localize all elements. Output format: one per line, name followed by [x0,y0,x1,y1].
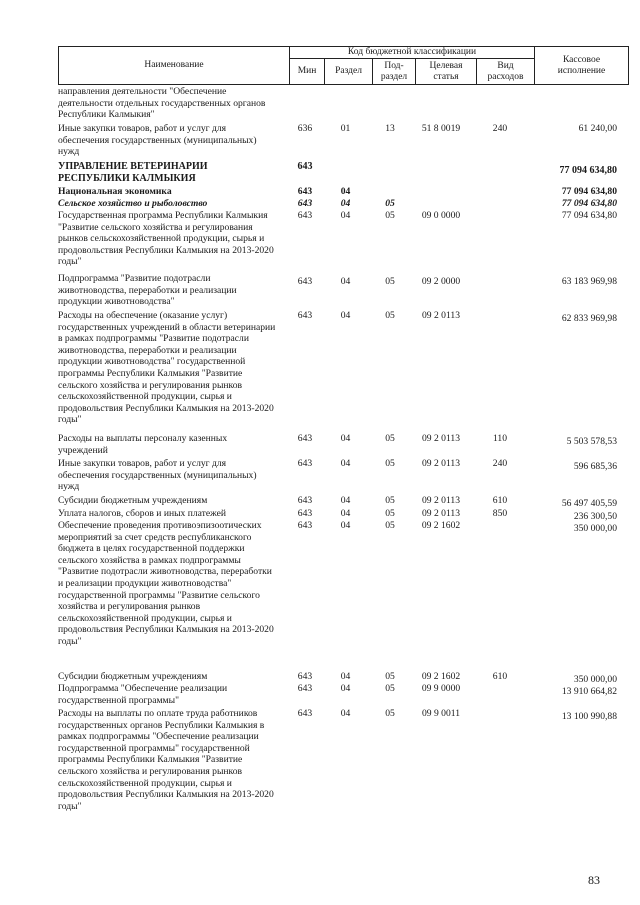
row-name: Государственная программа Республики Калмыкия "Развитие сельского хозяйства и регулирования рынков сельскохозяйственной продукции, сырья и продовольствия Республики Калмыкия на 2013-2020 годы" [58,210,274,268]
row-min: 643 [297,671,313,682]
row-podrazdel: 13 [385,123,395,134]
row-razdel: 04 [340,458,351,469]
row-podrazdel: 05 [385,520,395,531]
row-amount: 56 497 405,59 [561,498,617,509]
row-podrazdel: 05 [385,708,395,719]
row-vid: 610 [492,671,508,682]
page-number: 83 [588,873,600,887]
row-min: 643 [297,210,313,221]
row-podrazdel: 05 [385,683,395,694]
row-podrazdel: 05 [385,671,395,682]
row-name: Национальная экономика [58,186,172,197]
row-name: Иные закупки товаров, работ и услуг для обеспечения государственных (муниципальных) нужд [58,123,257,158]
row-name: Расходы на выплаты персоналу казенных учреждений [58,433,228,456]
row-razdel: 04 [340,495,351,506]
row-amount: 63 183 969,98 [561,276,617,287]
header-celevaya: Целевая статья [416,59,477,85]
row-podrazdel: 05 [385,495,395,506]
row-amount: 77 094 634,80 [561,210,617,221]
header-min: Мин [290,59,325,85]
row-min: 643 [297,520,313,531]
row-min: 643 [297,458,313,469]
row-name: Иные закупки товаров, работ и услуг для обеспечения государственных (муниципальных) нужд [58,458,257,493]
row-amount: 350 000,00 [573,674,617,685]
row-name: Субсидии бюджетным учреждениям [58,495,208,506]
row-name: Обеспечение проведения противоэпизоотических мероприятий за счет средств республиканского бюджета в целях государственной поддержки сельского хозяйства в рамках подпрограммы "Развитие подотрасли животноводства, переработки и реализации продукции животноводства" государственной программы "Развитие сельского хозяйства и регулирования рынков сельскохозяйственной продукции, сырья и продовольствия Республики Калмыкия на 2013-2020 годы" [58,520,274,647]
row-razdel: 04 [340,210,351,221]
row-razdel: 04 [340,520,351,531]
row-min: 643 [297,683,313,694]
row-min: 643 [297,310,313,321]
row-name: Сельское хозяйство и рыболовство [58,198,208,209]
row-razdel: 04 [340,433,351,444]
row-celevaya: 51 8 0019 [421,123,461,134]
row-razdel: 01 [340,123,351,134]
header-code-group: Код бюджетной классификации [290,47,535,59]
row-celevaya: 09 2 0113 [421,433,461,444]
row-min: 643 [297,186,313,197]
row-amount: 13 100 990,88 [561,711,617,722]
row-amount: 236 300,50 [573,511,617,522]
header-razdel: Раздел [325,59,373,85]
row-celevaya: 09 2 1602 [421,520,461,531]
row-vid: 240 [492,123,508,134]
row-name: направления деятельности "Обеспечение деятельности отдельных государственных органов Республики Калмыкия" [58,86,266,121]
row-name: Подпрограмма "Развитие подотрасли животноводства, переработки и реализации продукции животноводства" [58,273,237,308]
row-razdel: 04 [340,276,351,287]
row-celevaya: 09 2 0113 [421,508,461,519]
row-min: 643 [297,433,313,444]
row-celevaya: 09 2 0113 [421,495,461,506]
row-podrazdel: 05 [385,310,395,321]
row-min: 643 [297,508,313,519]
row-podrazdel: 05 [385,433,395,444]
row-amount: 62 833 969,98 [561,313,617,324]
row-celevaya: 09 2 0000 [421,276,461,287]
row-amount: 596 685,36 [573,461,617,472]
row-name: Расходы на выплаты по оплате труда работников государственных органов Республики Калмыкия в рамках подпрограммы "Обеспечение реализации государственной программы" государственной программы Республики Калмыкия "Развитие сельского хозяйства и регулирования рынков сельскохозяйственной продукции, сырья и продовольствия Республики Калмыкия на 2013-2020 годы" [58,708,274,812]
row-amount: 350 000,00 [573,523,617,534]
row-amount: 5 503 578,53 [566,436,617,447]
header-vid: Вид расходов [477,59,535,85]
row-amount: 13 910 664,82 [561,686,617,697]
row-amount: 61 240,00 [578,123,617,134]
row-name: Субсидии бюджетным учреждениям [58,671,208,682]
row-vid: 850 [492,508,508,519]
row-celevaya: 09 9 0000 [421,683,461,694]
row-name: Уплата налогов, сборов и иных платежей [58,508,227,519]
row-celevaya: 09 2 0113 [421,458,461,469]
row-celevaya: 09 2 1602 [421,671,461,682]
row-podrazdel: 05 [385,276,395,287]
row-amount: 77 094 634,80 [559,165,617,176]
row-min: 643 [297,198,313,209]
row-celevaya: 09 2 0113 [421,310,461,321]
row-razdel: 04 [340,708,351,719]
row-podrazdel: 05 [385,198,395,209]
row-razdel: 04 [340,508,351,519]
row-min: 643 [297,276,313,287]
row-razdel: 04 [340,310,351,321]
row-podrazdel: 05 [385,458,395,469]
row-min: 643 [297,161,313,172]
row-name: УПРАВЛЕНИЕ ВЕТЕРИНАРИИ РЕСПУБЛИКИ КАЛМЫКИЯ [58,161,208,184]
table-header [58,46,629,85]
row-vid: 610 [492,495,508,506]
row-amount: 77 094 634,80 [561,198,617,209]
row-name: Расходы на обеспечение (оказание услуг) государственных учреждений в области ветеринарии в рамках подпрограммы "Развитие подотрасли животноводства, переработки и реализации продукции животноводства" государственной программы Республики Калмыкия "Развитие сельского хозяйства и регулирования рынков сельскохозяйственной продукции, сырья и продовольствия Республики Калмыкия на 2013-2020 годы" [58,310,276,426]
row-celevaya: 09 9 0011 [421,708,461,719]
row-min: 643 [297,708,313,719]
row-min: 643 [297,495,313,506]
row-amount: 77 094 634,80 [561,186,617,197]
row-razdel: 04 [340,198,351,209]
row-razdel: 04 [340,186,351,197]
row-vid: 240 [492,458,508,469]
row-razdel: 04 [340,671,351,682]
row-podrazdel: 05 [385,210,395,221]
row-vid: 110 [492,433,508,444]
header-kassovoe: Кассовое исполнение [535,47,629,85]
row-celevaya: 09 0 0000 [421,210,461,221]
header-podrazdel: Под- раздел [373,59,416,85]
row-name: Подпрограмма "Обеспечение реализации государственной программы" [58,683,228,706]
row-razdel: 04 [340,683,351,694]
row-min: 636 [297,123,313,134]
row-podrazdel: 05 [385,508,395,519]
header-name: Наименование [59,47,290,85]
